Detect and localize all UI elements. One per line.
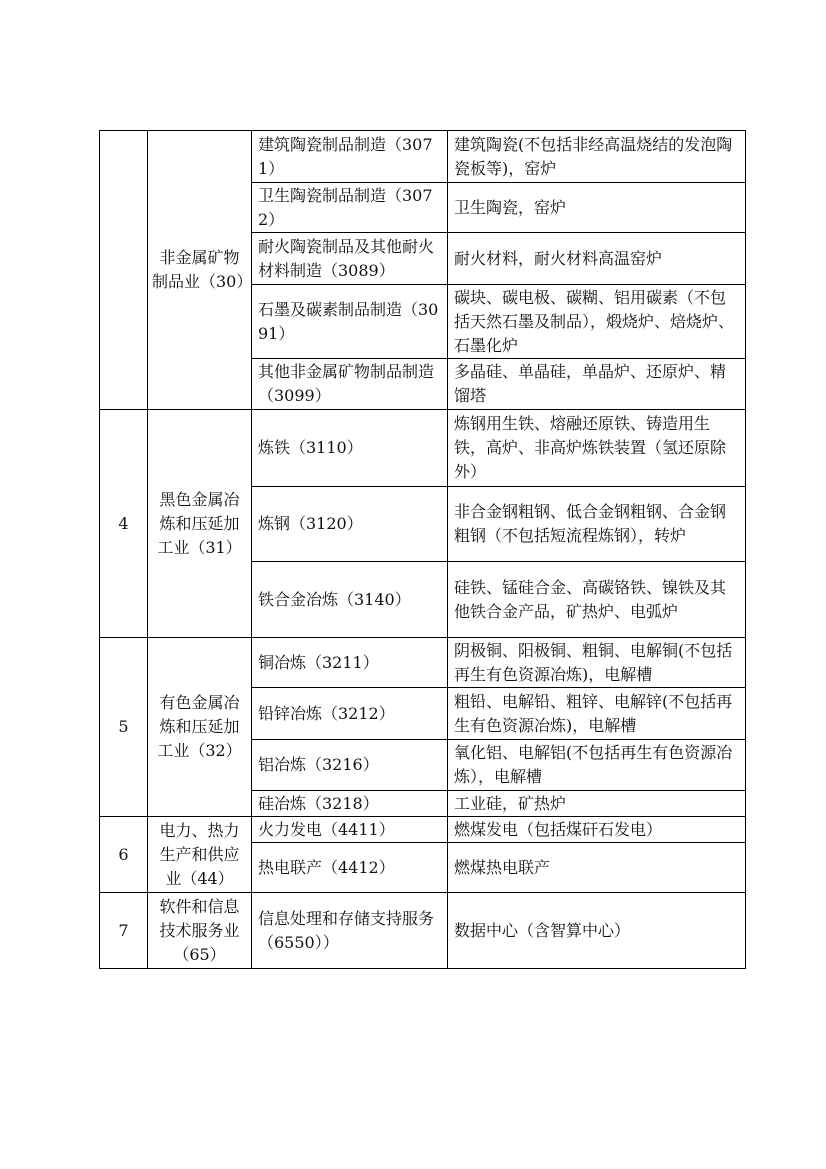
industry-cell: 软件和信息技术服务业（65） xyxy=(148,893,252,969)
industry-cell: 黑色金属冶炼和压延加工业（31） xyxy=(148,410,252,638)
scope-cell: 耐火材料，耐火材料高温窑炉 xyxy=(448,233,746,285)
scope-cell: 多晶硅、单晶硅，单晶炉、还原炉、精馏塔 xyxy=(448,359,746,410)
scope-cell: 非合金钢粗钢、低合金钢粗钢、合金钢粗钢（不包括短流程炼钢），转炉 xyxy=(448,487,746,562)
sub-industry-cell: 炼铁（3110） xyxy=(252,410,448,487)
industry-cell: 非金属矿物制品业（30） xyxy=(148,131,252,410)
scope-cell: 建筑陶瓷(不包括非经高温烧结的发泡陶瓷板等)，窑炉 xyxy=(448,131,746,183)
table-row xyxy=(100,131,746,183)
table-row xyxy=(100,410,746,487)
row-number-cell: 4 xyxy=(100,410,148,638)
sub-industry-cell: 硅冶炼（3218） xyxy=(252,791,448,817)
scope-cell: 粗铅、电解铅、粗锌、电解锌(不包括再生有色资源冶炼)，电解槽 xyxy=(448,688,746,740)
scope-cell: 阴极铜、阳极铜、粗铜、电解铜(不包括再生有色资源冶炼)，电解槽 xyxy=(448,638,746,688)
scope-cell: 氧化铝、电解铝(不包括再生有色资源冶炼），电解槽 xyxy=(448,740,746,791)
industry-cell: 电力、热力生产和供应业（44） xyxy=(148,817,252,893)
scope-cell: 燃煤热电联产 xyxy=(448,843,746,893)
sub-industry-cell: 热电联产（4412） xyxy=(252,843,448,893)
sub-industry-cell: 炼钢（3120） xyxy=(252,487,448,562)
table-row xyxy=(100,893,746,969)
sub-industry-cell: 铅锌冶炼（3212） xyxy=(252,688,448,740)
scope-cell: 工业硅，矿热炉 xyxy=(448,791,746,817)
sub-industry-cell: 火力发电（4411） xyxy=(252,817,448,843)
sub-industry-cell: 信息处理和存储支持服务（6550）） xyxy=(252,893,448,969)
row-number-cell: 5 xyxy=(100,638,148,817)
sub-industry-cell: 铝冶炼（3216） xyxy=(252,740,448,791)
row-number-cell: 6 xyxy=(100,817,148,893)
sub-industry-cell: 卫生陶瓷制品制造（3072） xyxy=(252,183,448,233)
sub-industry-cell: 石墨及碳素制品制造（3091） xyxy=(252,285,448,359)
row-number-cell xyxy=(100,131,148,410)
row-number-cell: 7 xyxy=(100,893,148,969)
scope-cell: 数据中心（含智算中心） xyxy=(448,893,746,969)
industry-cell: 有色金属冶炼和压延加工业（32） xyxy=(148,638,252,817)
industry-table xyxy=(99,130,746,969)
table-row xyxy=(100,638,746,688)
sub-industry-cell: 其他非金属矿物制品制造（3099） xyxy=(252,359,448,410)
scope-cell: 硅铁、锰硅合金、高碳铬铁、镍铁及其他铁合金产品，矿热炉、电弧炉 xyxy=(448,562,746,638)
scope-cell: 炼钢用生铁、熔融还原铁、铸造用生铁，高炉、非高炉炼铁装置（氢还原除外） xyxy=(448,410,746,487)
sub-industry-cell: 铁合金冶炼（3140） xyxy=(252,562,448,638)
sub-industry-cell: 铜冶炼（3211） xyxy=(252,638,448,688)
scope-cell: 燃煤发电（包括煤矸石发电） xyxy=(448,817,746,843)
scope-cell: 卫生陶瓷，窑炉 xyxy=(448,183,746,233)
sub-industry-cell: 建筑陶瓷制品制造（3071） xyxy=(252,131,448,183)
sub-industry-cell: 耐火陶瓷制品及其他耐火材料制造（3089） xyxy=(252,233,448,285)
scope-cell: 碳块、碳电极、碳糊、铝用碳素（不包括天然石墨及制品），煅烧炉、焙烧炉、石墨化炉 xyxy=(448,285,746,359)
table-row xyxy=(100,817,746,843)
